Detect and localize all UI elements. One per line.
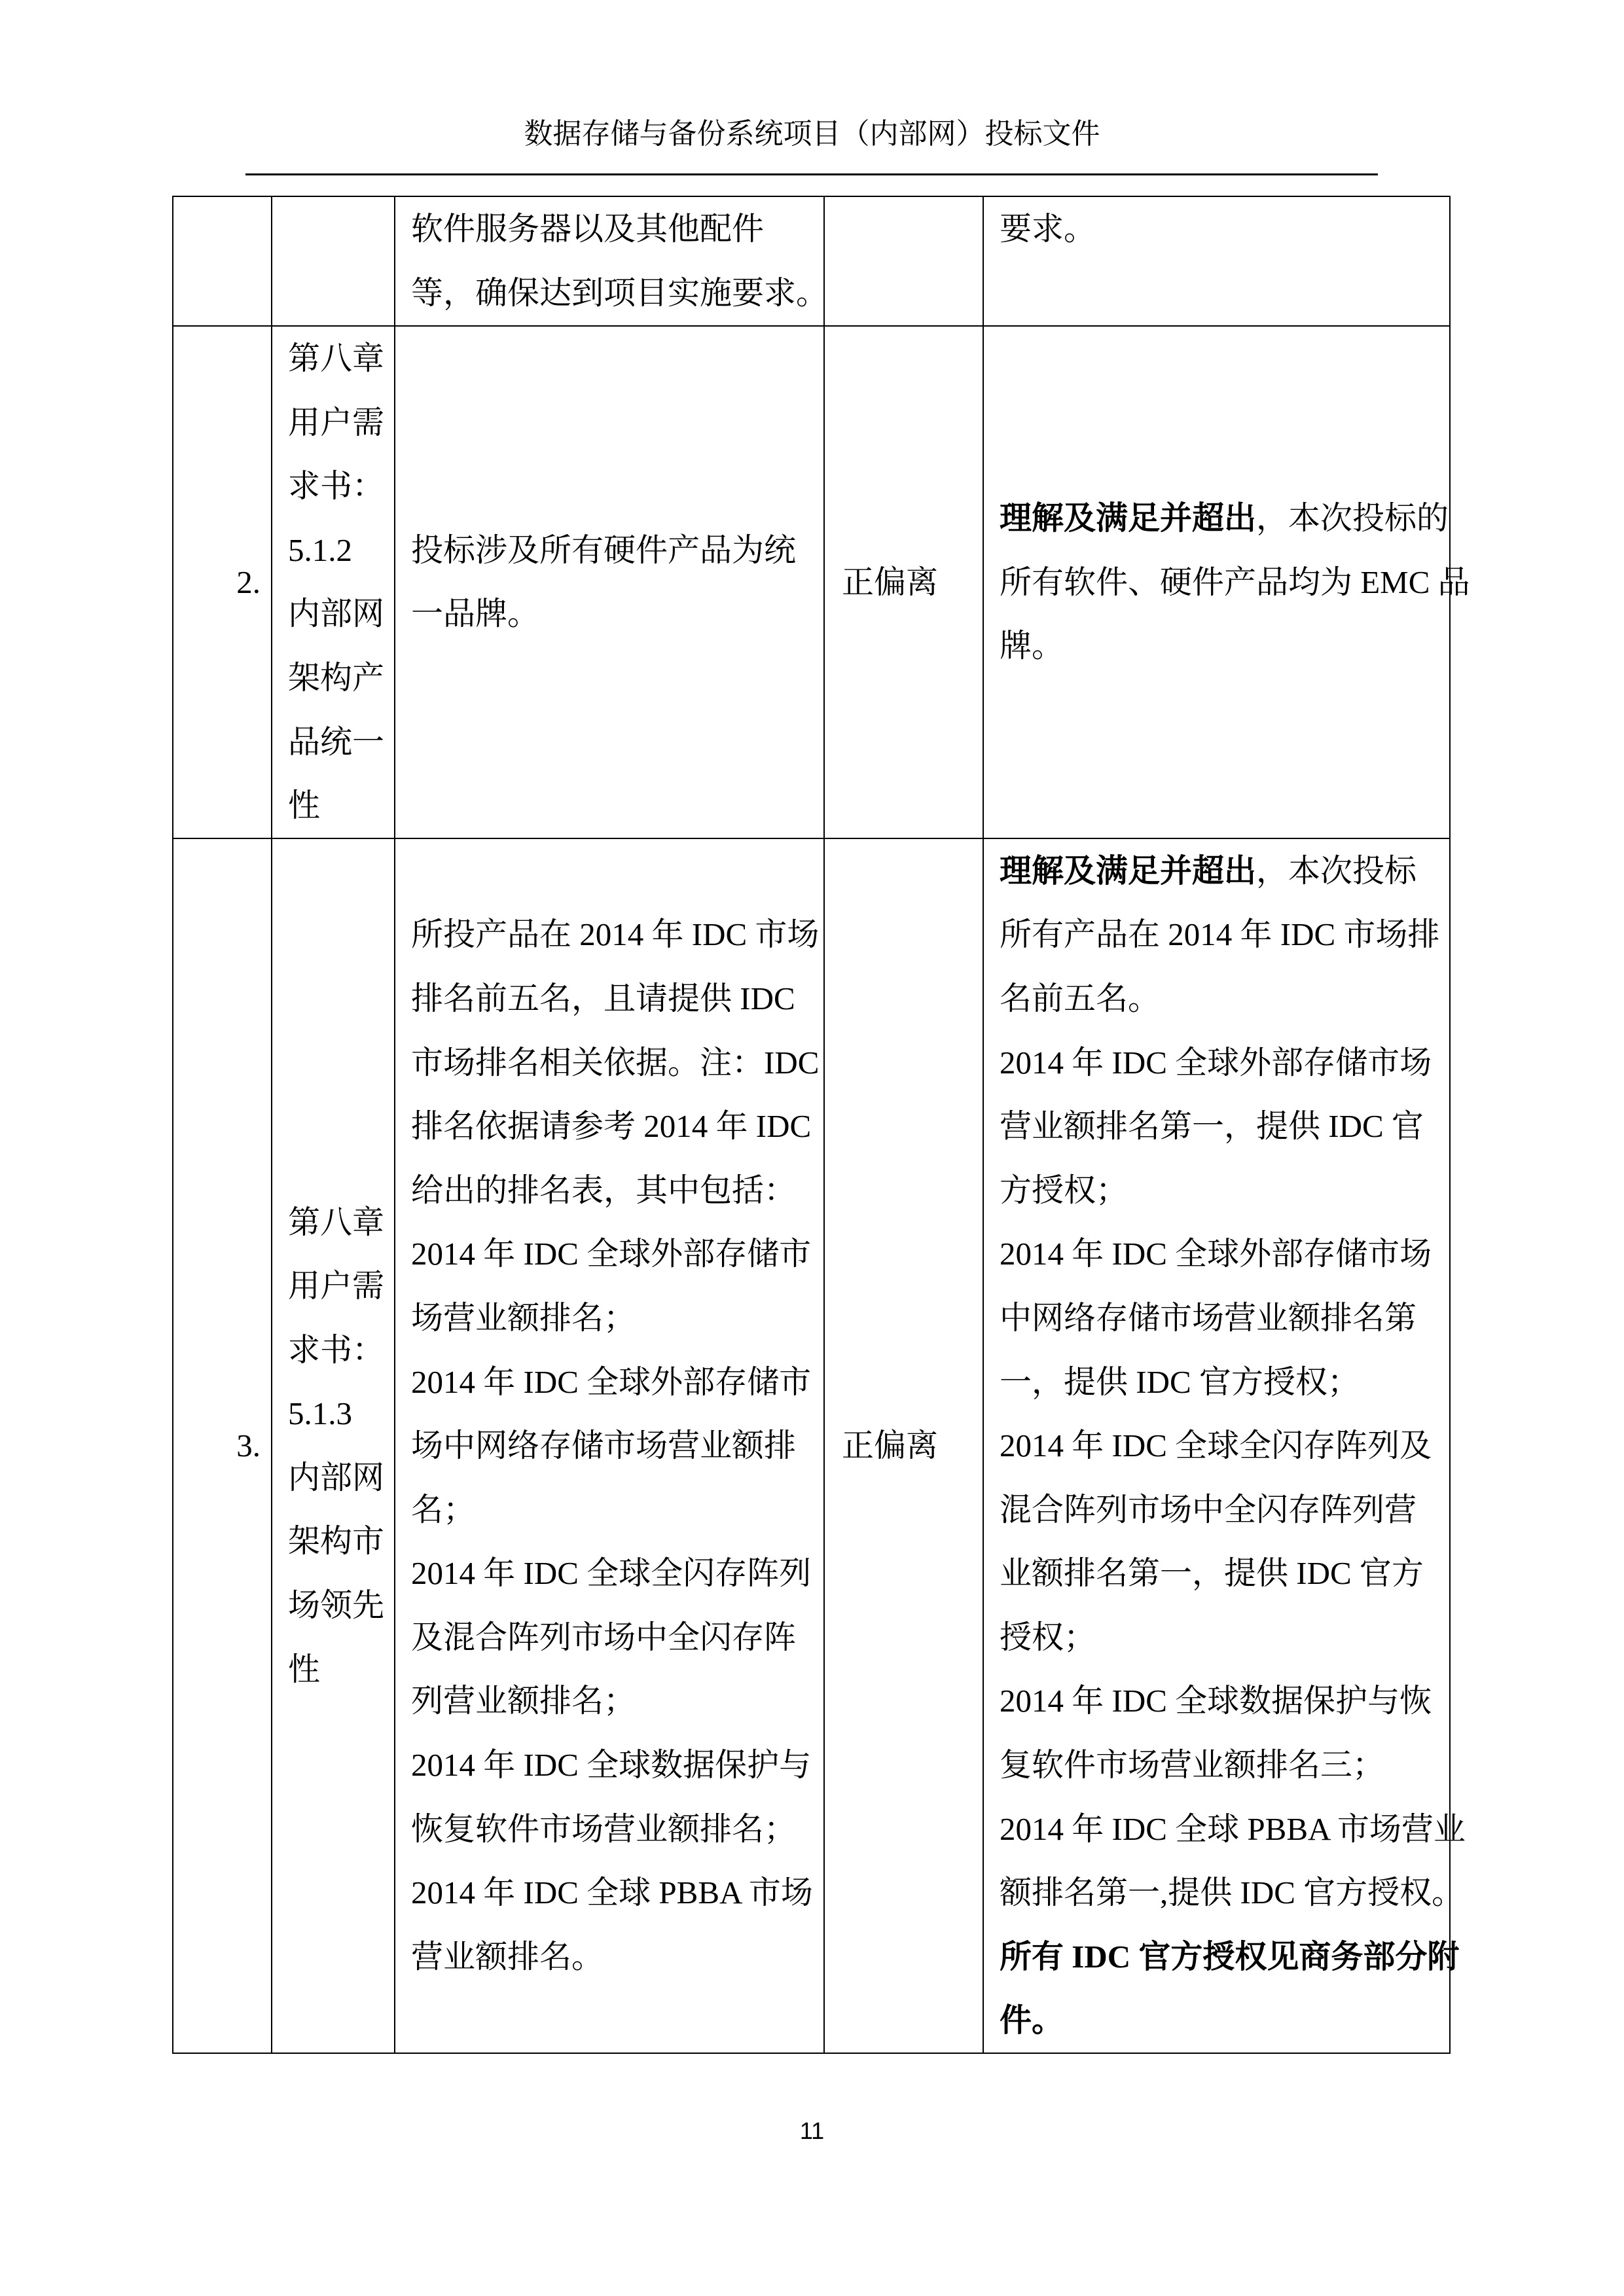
text: 用户需: [288, 404, 385, 440]
text: 2014 年 IDC 全球全闪存阵列及: [1000, 1427, 1432, 1464]
table-row: [173, 838, 1450, 2053]
text-line: [1000, 614, 1447, 678]
text-line: [1000, 1478, 1447, 1542]
text: 2014 年 IDC 全球数据保护与: [411, 1747, 812, 1784]
text: 营业额排名第一，提供 IDC 官: [1000, 1108, 1424, 1145]
text-line: [411, 1733, 821, 1797]
text-line: [288, 774, 391, 838]
text-line: [1000, 839, 1447, 903]
text: 方授权；: [1000, 1172, 1128, 1208]
text: 2014 年 IDC 全球 PBBA 市场: [411, 1874, 813, 1911]
text: 5.1.3: [288, 1395, 352, 1432]
text-line: [411, 1478, 821, 1542]
bold-text: 理解及满足并超出: [1000, 852, 1257, 889]
text: 2014 年 IDC 全球外部存储市场: [1000, 1236, 1432, 1272]
text: 内部网: [288, 596, 385, 632]
text-line: [411, 1350, 821, 1414]
text: 2014 年 IDC 全球数据保护与恢: [1000, 1683, 1432, 1719]
text: 所有软件、硬件产品均为 EMC 品: [1000, 564, 1470, 600]
text: 用户需: [288, 1268, 385, 1304]
text-line: [411, 1541, 821, 1605]
text: 投标涉及所有硬件产品为统: [411, 531, 797, 568]
text-line: [288, 1509, 391, 1573]
cell-index: 2.: [173, 326, 272, 838]
text: ，本次投标的: [1256, 499, 1449, 536]
text-line: [288, 710, 391, 774]
text: 排名前五名，且请提供 IDC: [411, 980, 795, 1016]
text: 中网络存储市场营业额排名第: [1000, 1299, 1417, 1336]
text-line: [1000, 197, 1447, 261]
bold-text: 件。: [1000, 2002, 1064, 2039]
text-line: [411, 903, 821, 967]
cell-deviation: 正偏离: [824, 326, 983, 838]
text: 及混合阵列市场中全闪存阵: [411, 1619, 797, 1655]
table-row: [173, 326, 1450, 838]
header-divider: [245, 173, 1378, 175]
cell-requirement: [395, 326, 824, 838]
text: 名；: [411, 1491, 476, 1528]
text-line: [1000, 1797, 1466, 1861]
text-line: [288, 646, 391, 710]
text: 业额排名第一，提供 IDC 官方: [1000, 1555, 1424, 1592]
text-line: [411, 1414, 821, 1478]
cell-deviation: [824, 196, 983, 326]
page-header-title: 数据存储与备份系统项目（内部网）投标文件: [524, 118, 1100, 150]
text-line: [411, 1222, 821, 1286]
text-line: [288, 1382, 391, 1446]
text-line: [411, 967, 821, 1031]
cell-requirement: [395, 838, 824, 2053]
text-line: [411, 1031, 821, 1095]
text: 排名依据请参考 2014 年 IDC: [411, 1108, 812, 1145]
text-line: [411, 1158, 821, 1223]
text-line: [1000, 1669, 1447, 1733]
text: 架构产: [288, 659, 385, 696]
text: 软件服务器以及其他配件: [411, 211, 765, 247]
text-line: [1000, 1094, 1447, 1158]
bold-text: 所有 IDC 官方授权见商务部分附: [1000, 1938, 1460, 1975]
cell-index: 3.: [173, 838, 272, 2053]
text: 额排名第一,提供 IDC 官方授权。: [1000, 1874, 1464, 1911]
text-line: [411, 1797, 821, 1861]
text-line: [1000, 1861, 1464, 1925]
text: 2014 年 IDC 全球外部存储市: [411, 1236, 812, 1272]
text: 场营业额排名；: [411, 1299, 636, 1336]
text-line: [411, 1925, 821, 1989]
text-line: [288, 1191, 391, 1255]
bold-text: 理解及满足并超出: [1000, 499, 1257, 536]
text: 性: [288, 1651, 321, 1687]
text-line: [288, 327, 391, 391]
text-line: [1000, 1350, 1447, 1414]
text-line: [288, 454, 391, 518]
text: 2014 年 IDC 全球 PBBA 市场营业: [1000, 1810, 1466, 1847]
text: 列营业额排名；: [411, 1683, 636, 1719]
cell-deviation: 正偏离: [824, 838, 983, 2053]
text-line: [288, 1318, 391, 1382]
text: 2014 年 IDC 全球外部存储市: [411, 1363, 812, 1400]
text-line: [288, 1573, 391, 1638]
compliance-table: [172, 196, 1470, 2054]
cell-requirement: [395, 196, 829, 326]
text: 内部网: [288, 1459, 385, 1496]
text: 要求。: [1000, 211, 1096, 247]
text-line: [1000, 550, 1470, 615]
text: 牌。: [1000, 628, 1064, 664]
text: 架构市: [288, 1523, 385, 1560]
text-line: [1000, 967, 1447, 1031]
text: 一品牌。: [411, 596, 540, 632]
text-line: [288, 1446, 391, 1510]
text: 所投产品在 2014 年 IDC 市场: [411, 916, 820, 953]
cell-clause: [272, 838, 395, 2053]
text-line: [1000, 1541, 1447, 1605]
text-line: [1000, 1925, 1460, 1989]
text-line: [1000, 1733, 1447, 1797]
cell-response: [983, 838, 1466, 2053]
text-line: [411, 1094, 821, 1158]
text: 给出的排名表，其中包括：: [411, 1172, 797, 1208]
cell-response: [983, 196, 1450, 326]
text-line: [411, 1286, 821, 1350]
table-row: [173, 196, 1450, 326]
text: 等，确保达到项目实施要求。: [411, 274, 829, 311]
text-line: [1000, 1158, 1447, 1223]
text-line: [1000, 486, 1447, 550]
cell-clause: [272, 196, 395, 326]
page-number: 11: [799, 2117, 825, 2144]
text-line: [288, 391, 391, 455]
text: 第八章: [288, 340, 385, 376]
text-line: [1000, 903, 1447, 967]
text: 授权；: [1000, 1619, 1096, 1655]
text-line: [1000, 1988, 1447, 2053]
text-line: [288, 582, 391, 646]
text: 场领先: [288, 1587, 385, 1624]
text: 名前五名。: [1000, 980, 1161, 1016]
text: 混合阵列市场中全闪存阵列营: [1000, 1491, 1417, 1528]
text-line: [411, 1861, 821, 1925]
text: 营业额排名。: [411, 1938, 604, 1975]
cell-response: [983, 326, 1470, 838]
text: ，本次投标: [1256, 852, 1417, 889]
cell-clause: [272, 326, 395, 838]
text: 性: [288, 787, 321, 824]
text-line: [1000, 1605, 1447, 1670]
text-line: [1000, 1222, 1447, 1286]
text: 市场排名相关依据。注：IDC: [411, 1044, 820, 1081]
text: 求书：: [288, 1331, 385, 1368]
text: 复软件市场营业额排名三；: [1000, 1747, 1385, 1784]
text: 2014 年 IDC 全球全闪存阵列: [411, 1555, 812, 1592]
text-line: [411, 582, 821, 646]
text-line: [288, 1638, 391, 1702]
text-line: [411, 1669, 821, 1733]
cell-index: [173, 196, 272, 326]
text-line: [411, 1605, 821, 1670]
text: 恢复软件市场营业额排名；: [411, 1810, 797, 1847]
text: 场中网络存储市场营业额排: [411, 1427, 797, 1464]
text-line: [1000, 1286, 1447, 1350]
text: 第八章: [288, 1204, 385, 1240]
text-line: [288, 1254, 391, 1318]
text-line: [411, 261, 829, 325]
text: 品统一: [288, 723, 385, 760]
text-line: [411, 518, 821, 583]
text: 5.1.2: [288, 531, 352, 568]
text: 一，提供 IDC 官方授权；: [1000, 1363, 1360, 1400]
text-line: [288, 518, 391, 583]
text-line: [1000, 1031, 1447, 1095]
text: 2014 年 IDC 全球外部存储市场: [1000, 1044, 1432, 1081]
text-line: [411, 197, 821, 261]
text: 求书：: [288, 468, 385, 505]
text-line: [1000, 1414, 1447, 1478]
text: 所有产品在 2014 年 IDC 市场排: [1000, 916, 1440, 953]
